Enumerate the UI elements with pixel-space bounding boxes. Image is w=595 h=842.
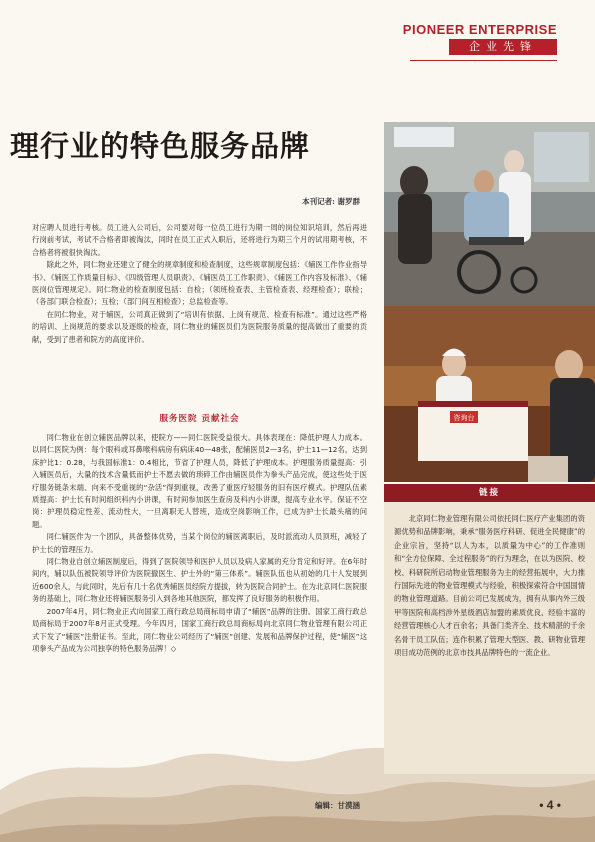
byline: 本刊记者: 谢罗群: [302, 197, 360, 206]
sidebar-heading: 链接: [384, 484, 595, 502]
paragraph: 同仁物业在创立辅医品牌以来，使院方——同仁医院受益很大。具体表现在：降低护理人力成本。以同仁医院为例：每个眼科或耳鼻喉科病房有病床40—48张，配辅医员2—3名，护士11—12名，达到床护比1：0.28，与我国标准1：0.4相比，节省了护理人员，降低了护理成本。护理服务质量提高：引入辅医员后，大量的技术含量低而护士不愿去做的琐碎工作由辅医员作为拳头产品完成，使这些处于医疗服务链条末端、向来不受重视的“杂活”得到重视，改善了重医疗轻服务的旧有医疗模式。护理队伍素质提高：护士长有时间组织科内小讲课，有时间参加医生查房及科内小讲课，提高专业水平。保证不空岗：护理员稳定性差、流动性大，一旦离职无人替班，造成空岗影响工作，已成为护士长最头痛的问题。: [32, 433, 367, 529]
paragraph: 同仁物业自创立辅医制度后，得到了医院领导和医护人员以及病人家属的充分肯定和好评。在6年时间内，辅以队伍被院领导评价为医院撤医生、护士外的“第三体系”。辅医队伍也从初始的几十人发展到近600余人，与此同时，先后有几十名优秀辅医员经院方提拔，转为医院合同护士。在为北京同仁医院服务的基础上，同仁物业还将辅医服务引入到各地其他医院，都发挥了良好服务的积极作用。: [32, 557, 367, 604]
paragraph: 除此之外，同仁物业还建立了健全的规章制度和检查制度，这些规章制度包括：《辅医工作作业指导书》、《辅医工作质量目标》、《四级管理人员职责》、《辅医员工工作职责》、《辅医工作内容及标准》、《辅医岗位管理规定》。同仁物业的检查制度包括：自检；（领班检查表、主管检查表、经理检查）；联检；（各部门联合检查）；互检；（部门间互相检查）；总监检查等。: [32, 260, 367, 307]
body-column-2: [32, 432, 367, 655]
article-title: 理行业的特色服务品牌: [10, 129, 311, 163]
paragraph: 同仁辅医作为一个团队，具备整体优势，当某个岗位的辅医离职后，及时派流动人员顶班，减轻了护士长的管理压力。: [32, 532, 367, 554]
desk-sign: 咨询台: [453, 414, 475, 422]
sidebar-body: 北京同仁物业管理有限公司依托同仁医疗产业集团的资源优势和品牌影响，秉承“服务医疗科研、促进全民健康”的企业宗旨，坚持“以人为本，以质量为中心”的工作准则和“全方位保障、全过程服务”的行为理念，在以为医院、校校、科研院所启动物业管理服务为主的经营拓展中，大力推行国际先进的物业管理模式与经验，积极探索符合中国国情的物业管理道路。目前公司已发展成为，拥有从事内外三级甲等医院和高档涉外星级酒店加盟的素质优良、经验丰富的经营管理核心人才百余名；具备门类齐全、技术精湛的千余名骨干员工队伍；连作积累了管理大型医、教、研物业管理项目成功范例的北京市技具品牌特色的一流企业。: [394, 514, 585, 658]
photo-wheelchair-corridor: [384, 122, 595, 307]
header-bar: [0, 0, 595, 60]
sidebar-link-box: [384, 484, 595, 774]
paragraph: 对应聘人员进行考核。员工进入公司后，公司要对每一位员工进行为期一周的岗位知识培训，然后再进行岗前考试，考试不合格者即被淘汰，同时在员工正式入职后，还将进行为期三个月的试用期考核，不合格者将被很快淘汰。: [32, 223, 367, 257]
header-rule: [410, 60, 557, 61]
brand-english: PIONEER ENTERPRISE: [402, 22, 557, 37]
paragraph: 在同仁物业，对于辅医，公司真正做到了“培训有依据、上岗有规范、检查有标准”。通过这些严格的培训、上岗规范的要求以及逐级的检查，同仁物业的辅医员们为医院服务质量的提高做出了重要的贡献，受到了患者和院方的高度评价。: [32, 309, 367, 344]
page-number: • 4 •: [539, 798, 561, 812]
brand-chinese: 企业先锋: [449, 39, 557, 55]
editor-credit: 编辑：甘漠涵: [315, 801, 360, 810]
section-subheading: 服务医院 贡献社会: [159, 414, 240, 424]
paragraph: 2007年4月，同仁物业正式向国家工商行政总局商标局申请了“辅医”品牌的注册。国家工商行政总局商标局于2007年8月正式受理。今年四月，国家工商行政总局商标局向北京同仁物业管理有限公司正式下发了“辅医”注册证书。至此，同仁物业公司经历了“辅医”创建、发展和品牌保护过程，使“辅医”这项拳头产品成为公司独享的特色服务品牌！◇: [32, 606, 367, 653]
photo-information-desk: [384, 306, 595, 482]
body-column-1: [32, 222, 367, 346]
